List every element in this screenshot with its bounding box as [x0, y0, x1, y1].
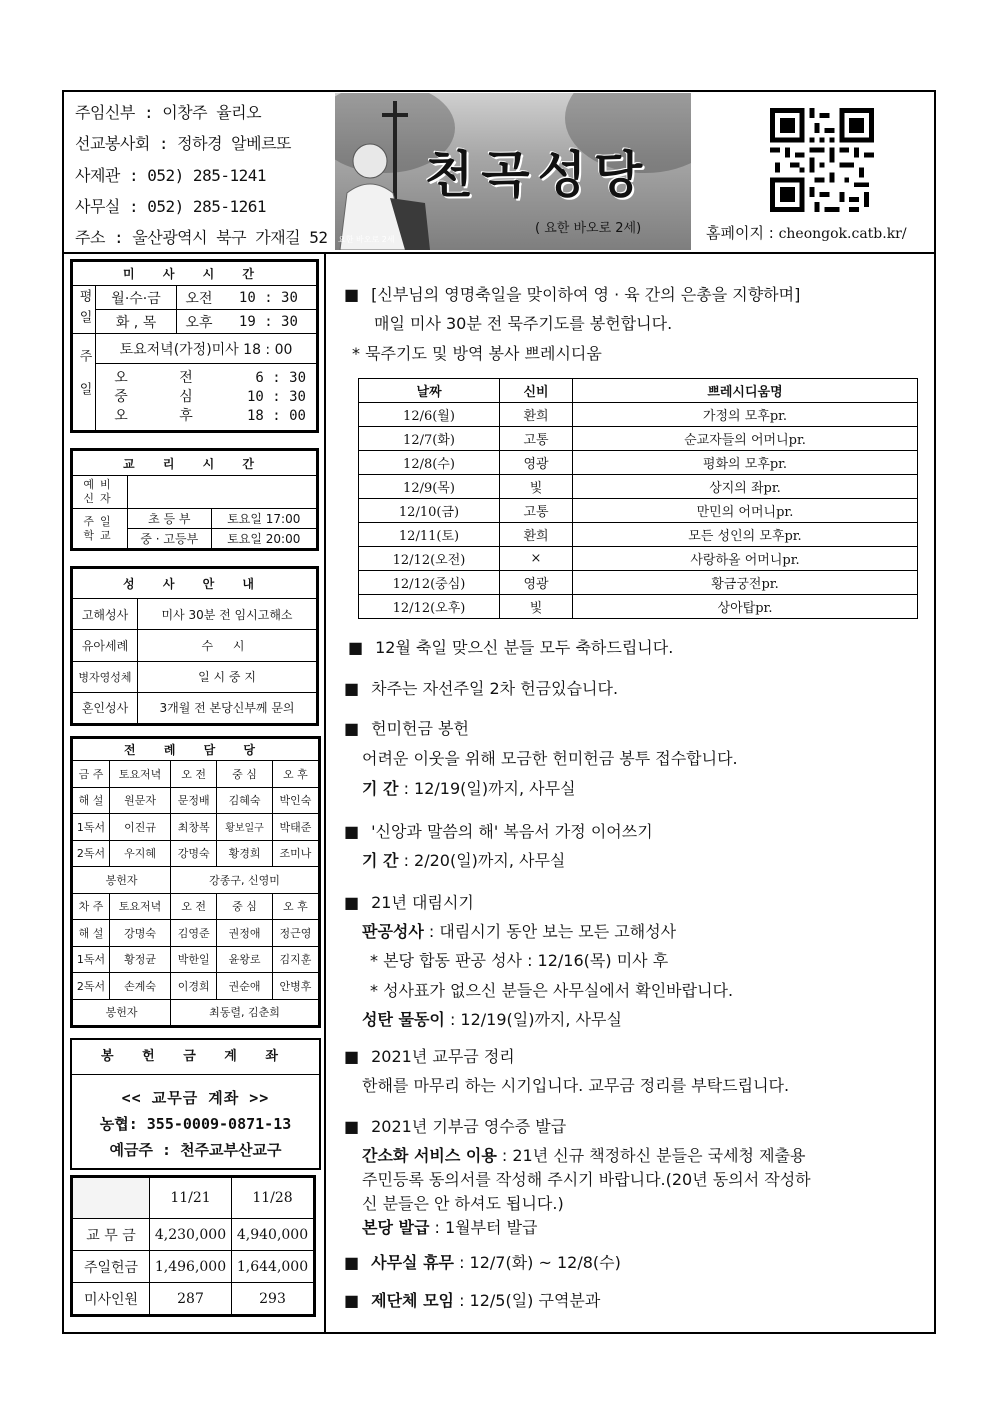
qr-code-icon[interactable] — [770, 108, 874, 212]
finance-label: 미사인원 — [73, 1283, 150, 1315]
mass-times-title: 미 사 시 간 — [73, 262, 317, 286]
schedule-row: 12/9(목) 빛 상지의 좌pr. — [359, 475, 918, 499]
schedule-row: 12/11(토) 환희 모든 성인의 모후pr. — [359, 523, 918, 547]
homepage-url[interactable]: cheongok.catb.kr/ — [778, 226, 907, 242]
liturgy-title: 전 례 담 당 — [73, 739, 319, 761]
sunday-school-label: 주일학교 — [73, 509, 128, 549]
catechism-title: 교 리 시 간 — [73, 451, 317, 476]
notice-receipt-line: 신 분들은 안 하셔도 됩니다.) — [362, 1194, 564, 1213]
offering-account-heading: << 교무금 계좌 >> — [121, 1089, 270, 1107]
finance-value: 4,230,000 — [150, 1219, 232, 1251]
sacraments-box — [70, 566, 319, 726]
weekday-ampm: 오전 — [177, 286, 221, 310]
finance-date: 11/28 — [232, 1178, 314, 1219]
notice-office-closed: ■ 사무실 휴무 : 12/7(화) ~ 12/8(수) — [344, 1250, 621, 1273]
banner-caption: 요한 바오로 2세 — [338, 235, 395, 244]
notice-rice-offering-title: ■ 헌미헌금 봉헌 — [344, 716, 469, 739]
roster-header: 금 주 — [73, 761, 110, 788]
roster-row: 해 설 강명숙 김영준 권정애 정근영 — [73, 920, 319, 947]
rosary-schedule-table — [358, 378, 918, 619]
schedule-row: 12/10(금) 고통 만민의 어머니pr. — [359, 499, 918, 523]
schedule-header-row: 날짜 신비 쁘레시디움명 — [359, 379, 918, 403]
roster-header: 토요저녁 — [110, 893, 171, 920]
weekday-time: 19 : 30 — [221, 310, 317, 334]
notice-rice-offering-body: 어려운 이웃을 위해 모금한 헌미헌금 봉투 접수합니다. — [362, 749, 738, 768]
finance-value: 4,940,000 — [232, 1219, 314, 1251]
roster-header: 차 주 — [73, 893, 110, 920]
finance-label: 주일헌금 — [73, 1251, 150, 1283]
weekday-days: 화 , 목 — [96, 310, 177, 334]
homepage-link[interactable] — [706, 222, 907, 243]
roster-row: 해 설 원문자 문정배 김혜숙 박인숙 — [73, 787, 319, 814]
roster-row: 1독서 이진규 최창복 황보일구 박태준 — [73, 814, 319, 841]
finance-label: 교 무 금 — [73, 1219, 150, 1251]
catechism-box — [70, 448, 319, 551]
weekday-time: 10 : 30 — [221, 286, 317, 310]
weekday-label: 평일 — [73, 286, 96, 334]
sacrament-name: 유아세례 — [73, 630, 138, 661]
notice-advent-ticket: * 성사표가 없으신 분들은 사무실에서 확인바랍니다. — [370, 981, 734, 1000]
rectory-phone: 사제관 : 052) 285-1241 — [75, 166, 266, 185]
roster-header: 오 전 — [171, 761, 217, 788]
notice-gospel-period: 기 간 : 2/20(일)까지, 사무실 — [362, 851, 566, 870]
catechumen-label: 예비신자 — [73, 476, 128, 509]
roster-header: 오 후 — [272, 893, 318, 920]
liturgy-roster-box — [70, 736, 321, 1028]
roster-header: 중 심 — [217, 761, 273, 788]
church-name: 천곡성당 — [425, 145, 651, 204]
sacrament-value: 미사 30분 전 임시고해소 — [138, 599, 317, 630]
roster-row: 2독서 우지혜 강명숙 황경희 조미나 — [73, 840, 319, 867]
offering-servers-row: 봉헌자 강종구, 신영미 — [73, 867, 319, 894]
sunday-mass-row: 오 후 18 : 00 — [114, 407, 306, 424]
notice-feast-heading: ■ [신부님의 영명축일을 맞이하여 영 · 육 간의 은총을 지향하며] — [344, 282, 800, 305]
pastor-line: 주임신부 : 이창주 율리오 — [75, 103, 262, 122]
roster-header: 중 심 — [217, 893, 273, 920]
weekday-ampm: 오후 — [177, 310, 221, 334]
notice-charity-sunday: ■ 차주는 자선주일 2차 헌금있습니다. — [344, 676, 618, 699]
council-line: 선교봉사회 : 정하경 알베르또 — [75, 134, 292, 153]
notice-advent-confession: 판공성사 : 대림시기 동안 보는 모든 고해성사 — [362, 922, 677, 941]
patron-saint: ( 요한 바오로 2세) — [535, 221, 642, 236]
class-time: 토요일 17:00 — [211, 509, 316, 529]
finance-value: 1,496,000 — [150, 1251, 232, 1283]
sacrament-value: 일 시 중 지 — [138, 661, 317, 692]
schedule-row: 12/6(월) 환희 가정의 모후pr. — [359, 403, 918, 427]
schedule-row: 12/12(오전) × 사랑하올 어머니pr. — [359, 547, 918, 571]
notice-feast-congrats: ■ 12월 축일 맞으신 분들 모두 축하드립니다. — [348, 635, 673, 658]
notice-receipt-issue: 본당 발급 : 1월부터 발급 — [362, 1218, 538, 1237]
finance-box — [70, 1175, 316, 1317]
notice-advent-title: ■ 21년 대림시기 — [344, 890, 474, 913]
notice-feast-note: * 묵주기도 및 방역 봉사 쁘레시디움 — [352, 344, 602, 363]
roster-row: 2독서 손계숙 이경희 권순애 안병후 — [73, 973, 319, 1000]
schedule-row: 12/12(오후) 빛 상아탑pr. — [359, 595, 918, 619]
roster-row: 1독서 황정균 박한일 윤왕로 김지훈 — [73, 946, 319, 973]
finance-value: 1,644,000 — [232, 1251, 314, 1283]
column-divider — [324, 252, 326, 1334]
sacrament-value: 3개월 전 본당신부께 문의 — [138, 692, 317, 723]
sacraments-title: 성 사 안 내 — [73, 569, 317, 599]
finance-date: 11/21 — [150, 1178, 232, 1219]
roster-header: 오 후 — [272, 761, 318, 788]
sacrament-name: 고해성사 — [73, 599, 138, 630]
notice-receipt-line: 간소화 서비스 이용 : 21년 신규 책정하신 분들은 국세청 제출용 — [362, 1146, 806, 1165]
offering-title: 봉 헌 금 계 좌 — [72, 1040, 319, 1075]
weekday-days: 월·수·금 — [96, 286, 177, 310]
church-banner — [335, 93, 691, 250]
office-phone: 사무실 : 052) 285-1261 — [75, 197, 266, 216]
address-line: 주소 : 울산광역시 북구 가재길 52 — [75, 228, 328, 247]
notice-group-meeting: ■ 제단체 모임 : 12/5(일) 구역분과 — [344, 1288, 600, 1311]
roster-header: 오 전 — [171, 893, 217, 920]
class-name: 중 · 고등부 — [128, 529, 212, 549]
sacrament-value: 수 시 — [138, 630, 317, 661]
notice-dues-body: 한해를 마무리 하는 시기입니다. 교무금 정리를 부탁드립니다. — [362, 1076, 790, 1095]
finance-corner — [73, 1178, 150, 1219]
notice-receipt-title: ■ 2021년 기부금 영수증 발급 — [344, 1114, 566, 1137]
notice-receipt-line: 주민등록 동의서를 작성해 주시기 바랍니다.(20년 동의서 작성하 — [362, 1170, 811, 1189]
offering-account-box — [70, 1038, 321, 1170]
sunday-mass-row: 중 심 10 : 30 — [114, 388, 306, 405]
class-name: 초 등 부 — [128, 509, 212, 529]
mass-times-box — [70, 259, 319, 433]
schedule-row: 12/12(중심) 영광 황금궁전pr. — [359, 571, 918, 595]
offering-servers-row: 봉헌자 최동렬, 김춘희 — [73, 999, 319, 1026]
notice-rice-offering-period: 기 간 : 12/19(일)까지, 사무실 — [362, 779, 576, 798]
notice-advent-joint: * 본당 합동 판공 성사 : 12/16(목) 미사 후 — [370, 951, 669, 970]
offering-account-holder: 예금주 : 천주교부산교구 — [109, 1141, 282, 1159]
finance-value: 287 — [150, 1283, 232, 1315]
offering-account-number: 농협: 355-0009-0871-13 — [99, 1115, 292, 1133]
schedule-row: 12/8(수) 영광 평화의 모후pr. — [359, 451, 918, 475]
notice-feast-body: 매일 미사 30분 전 묵주기도를 봉헌합니다. — [374, 314, 673, 333]
sunday-label: 주일 — [73, 334, 96, 431]
header-divider — [62, 252, 936, 254]
notice-dues-title: ■ 2021년 교무금 정리 — [344, 1044, 515, 1067]
notice-advent-water-jar: 성탄 물동이 : 12/19(일)까지, 사무실 — [362, 1010, 622, 1029]
catechumen-value — [128, 476, 317, 509]
roster-header: 토요저녁 — [110, 761, 171, 788]
saturday-evening-mass: 토요저녁(가정)미사 18 : 00 — [96, 334, 317, 364]
schedule-row: 12/7(화) 고통 순교자들의 어머니pr. — [359, 427, 918, 451]
finance-value: 293 — [232, 1283, 314, 1315]
notice-gospel-title: ■ '신앙과 말씀의 해' 복음서 가정 이어쓰기 — [344, 819, 653, 842]
class-time: 토요일 20:00 — [211, 529, 316, 549]
sacrament-name: 혼인성사 — [73, 692, 138, 723]
sunday-mass-row: 오 전 6 : 30 — [114, 369, 306, 386]
sacrament-name: 병자영성체 — [73, 661, 138, 692]
homepage-label: 홈페이지 : — [706, 224, 779, 242]
